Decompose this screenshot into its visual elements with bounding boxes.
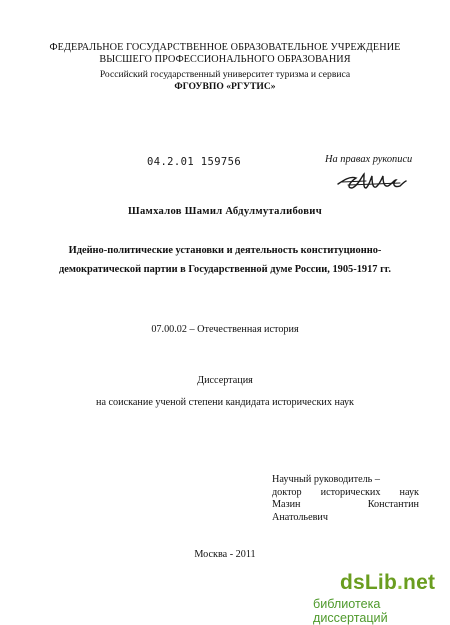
watermark-logo-main: dsLib [340,571,397,594]
manuscript-rights-label: На правах рукописи [325,154,413,165]
supervisor-degree-word: исторических [320,486,381,498]
dissertation-title-line-2: демократической партии в Государственной думе России, 1905-1917 гг. [59,264,391,275]
work-type: Диссертация [197,375,253,386]
watermark-logo-tld: net [403,571,436,594]
watermark-logo [340,571,435,595]
supervisor-degree-word: наук [399,486,419,498]
supervisor-degree-word: доктор [272,486,302,498]
supervisor-role: Научный руководитель – [272,474,380,485]
watermark-logo-dot: . [397,571,404,594]
signature-image [336,170,408,196]
supervisor-degree [272,487,419,500]
supervisor-first-name: Константин [367,499,419,510]
supervisor-block [272,474,419,524]
dissertation-title-line-1: Идейно-политические установки и деятельность конституционно- [68,245,382,256]
supervisor-name [272,499,419,512]
city-year: Москва - 2011 [194,549,256,560]
university-name: Российский государственный университет туризма и сервиса [99,69,351,80]
author-name: Шамхалов Шамил Абдулмуталибович [128,206,322,217]
supervisor-surname: Мазин [272,499,301,510]
supervisor-patronymic: Анатольевич [272,511,328,523]
watermark-subtitle: библиотека диссертаций [313,597,388,625]
specialty-code: 07.00.02 – Отечественная история [151,324,299,335]
university-abbrev: ФГОУВПО «РГУТИС» [174,81,276,92]
library-stamp-number: 04.2.01 159756 [147,156,242,168]
degree-statement: на соискание ученой степени кандидата исторических наук [96,397,354,408]
header-line-1: ФЕДЕРАЛЬНОЕ ГОСУДАРСТВЕННОЕ ОБРАЗОВАТЕЛЬНОЕ УЧРЕЖДЕНИЕ [49,42,401,53]
header-line-2: ВЫСШЕГО ПРОФЕССИОНАЛЬНОГО ОБРАЗОВАНИЯ [99,54,351,65]
